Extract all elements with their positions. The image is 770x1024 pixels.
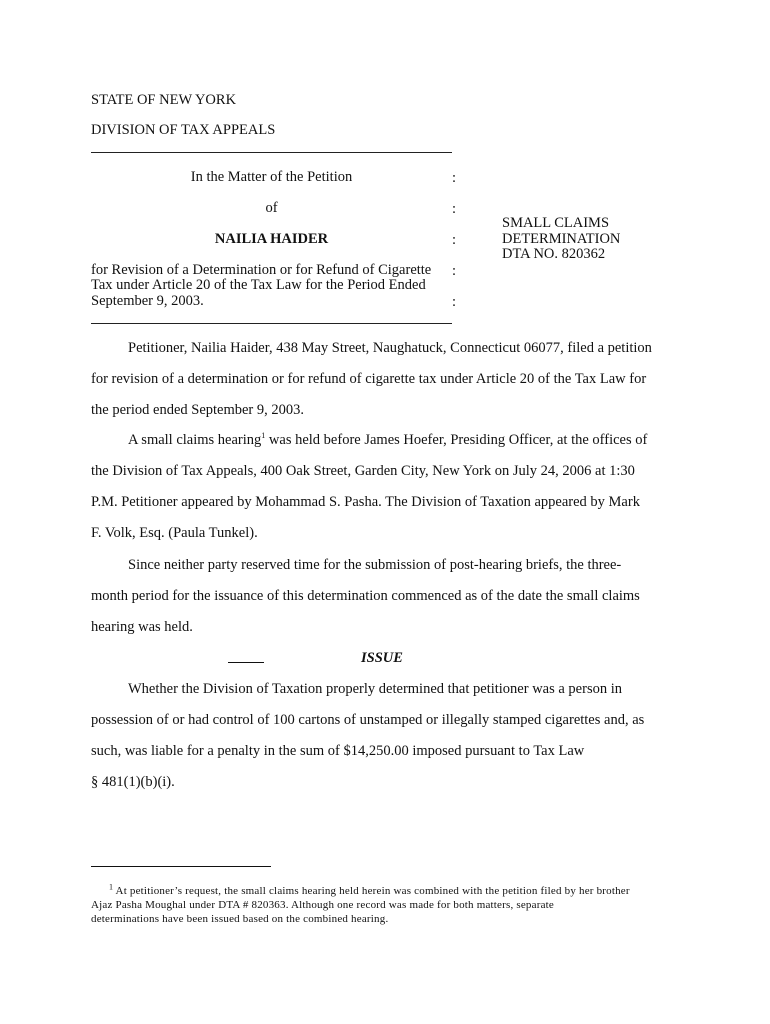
caption-for-revision-line-3: September 9, 2003. [91,293,204,309]
footnote-line: Ajaz Pasha Moughal under DTA # 820363. Although one record was made for both matters, separate [91,899,554,911]
paragraph-line: possession of or had control of 100 cartons of unstamped or illegally stamped cigarettes and, as [91,712,645,728]
division-heading: DIVISION OF TAX APPEALS [91,122,276,138]
paragraph-line: Whether the Division of Taxation properly determined that petitioner was a person in [128,681,622,697]
caption-of: of [265,200,278,216]
paragraph-briefs [91,550,687,643]
footnote-line: determinations have been issued based on the combined hearing. [91,913,389,925]
paragraph-line: the period ended September 9, 2003. [91,402,305,418]
footnote-reference[interactable]: 1 [261,431,266,441]
paragraph-line: F. Volk, Esq. (Paula Tunkel). [91,525,258,541]
paragraph-line: Petitioner, Nailia Haider, 438 May Street, Naughatuck, Connecticut 06077, filed a petition [128,340,652,356]
caption-colon-3: : [452,232,457,248]
paragraph-line: § 481(1)(b)(i). [91,774,175,790]
footnote-mark: 1 [109,882,114,892]
paragraph-line: month period for the issuance of this determination commenced as of the date the small claims [91,588,640,604]
caption-colon-4: : [452,263,457,279]
footnote-line [91,884,630,898]
paragraph-line: such, was liable for a penalty in the sum of $14,250.00 imposed pursuant to Tax Law [91,743,585,759]
footnote-text-1: At petitioner’s request, the small claims hearing held herein was combined with the petition filed by her brother [113,885,630,897]
paragraph-line [91,425,687,456]
caption-colon-1: : [452,170,457,186]
caption-matter: In the Matter of the Petition [190,169,353,185]
footnote [91,884,630,926]
caption-colon-5: : [452,294,457,310]
caption-top-rule [91,152,452,153]
paragraph-issue [91,674,687,798]
paragraph-line: Since neither party reserved time for the submission of post-hearing briefs, the three- [128,557,622,573]
paragraph-petition [91,333,687,426]
caption-bottom-rule [91,323,452,324]
determination-type-line-2: DETERMINATION [502,231,621,247]
paragraph-line: the Division of Tax Appeals, 400 Oak Street, Garden City, New York on July 24, 2006 at 1:30 [91,463,635,479]
determination-type-line-1: SMALL CLAIMS [502,215,610,231]
paragraph-line: hearing was held. [91,619,193,635]
caption-for-revision-line-1: for Revision of a Determination or for Refund of Cigarette [91,262,432,278]
footnote-separator [91,866,271,867]
paragraph-line: P.M. Petitioner appeared by Mohammad S. Pasha. The Division of Taxation appeared by Mark [91,494,640,510]
paragraph-hearing [91,425,687,549]
issue-heading-underline [228,662,264,663]
dta-number: DTA NO. 820362 [502,246,606,262]
paragraph-line: for revision of a determination or for refund of cigarette tax under Article 20 of the Tax Law for [91,371,647,387]
caption-colon-2: : [452,201,457,217]
issue-heading: ISSUE [361,650,403,666]
hearing-text-b: was held before James Hoefer, Presiding Officer, at the offices of [265,432,648,448]
petitioner-name: NAILIA HAIDER [214,231,329,247]
state-heading: STATE OF NEW YORK [91,92,237,108]
hearing-text-a: A small claims hearing [128,432,262,448]
caption-for-revision-line-2: Tax under Article 20 of the Tax Law for the Period Ended [91,277,426,293]
